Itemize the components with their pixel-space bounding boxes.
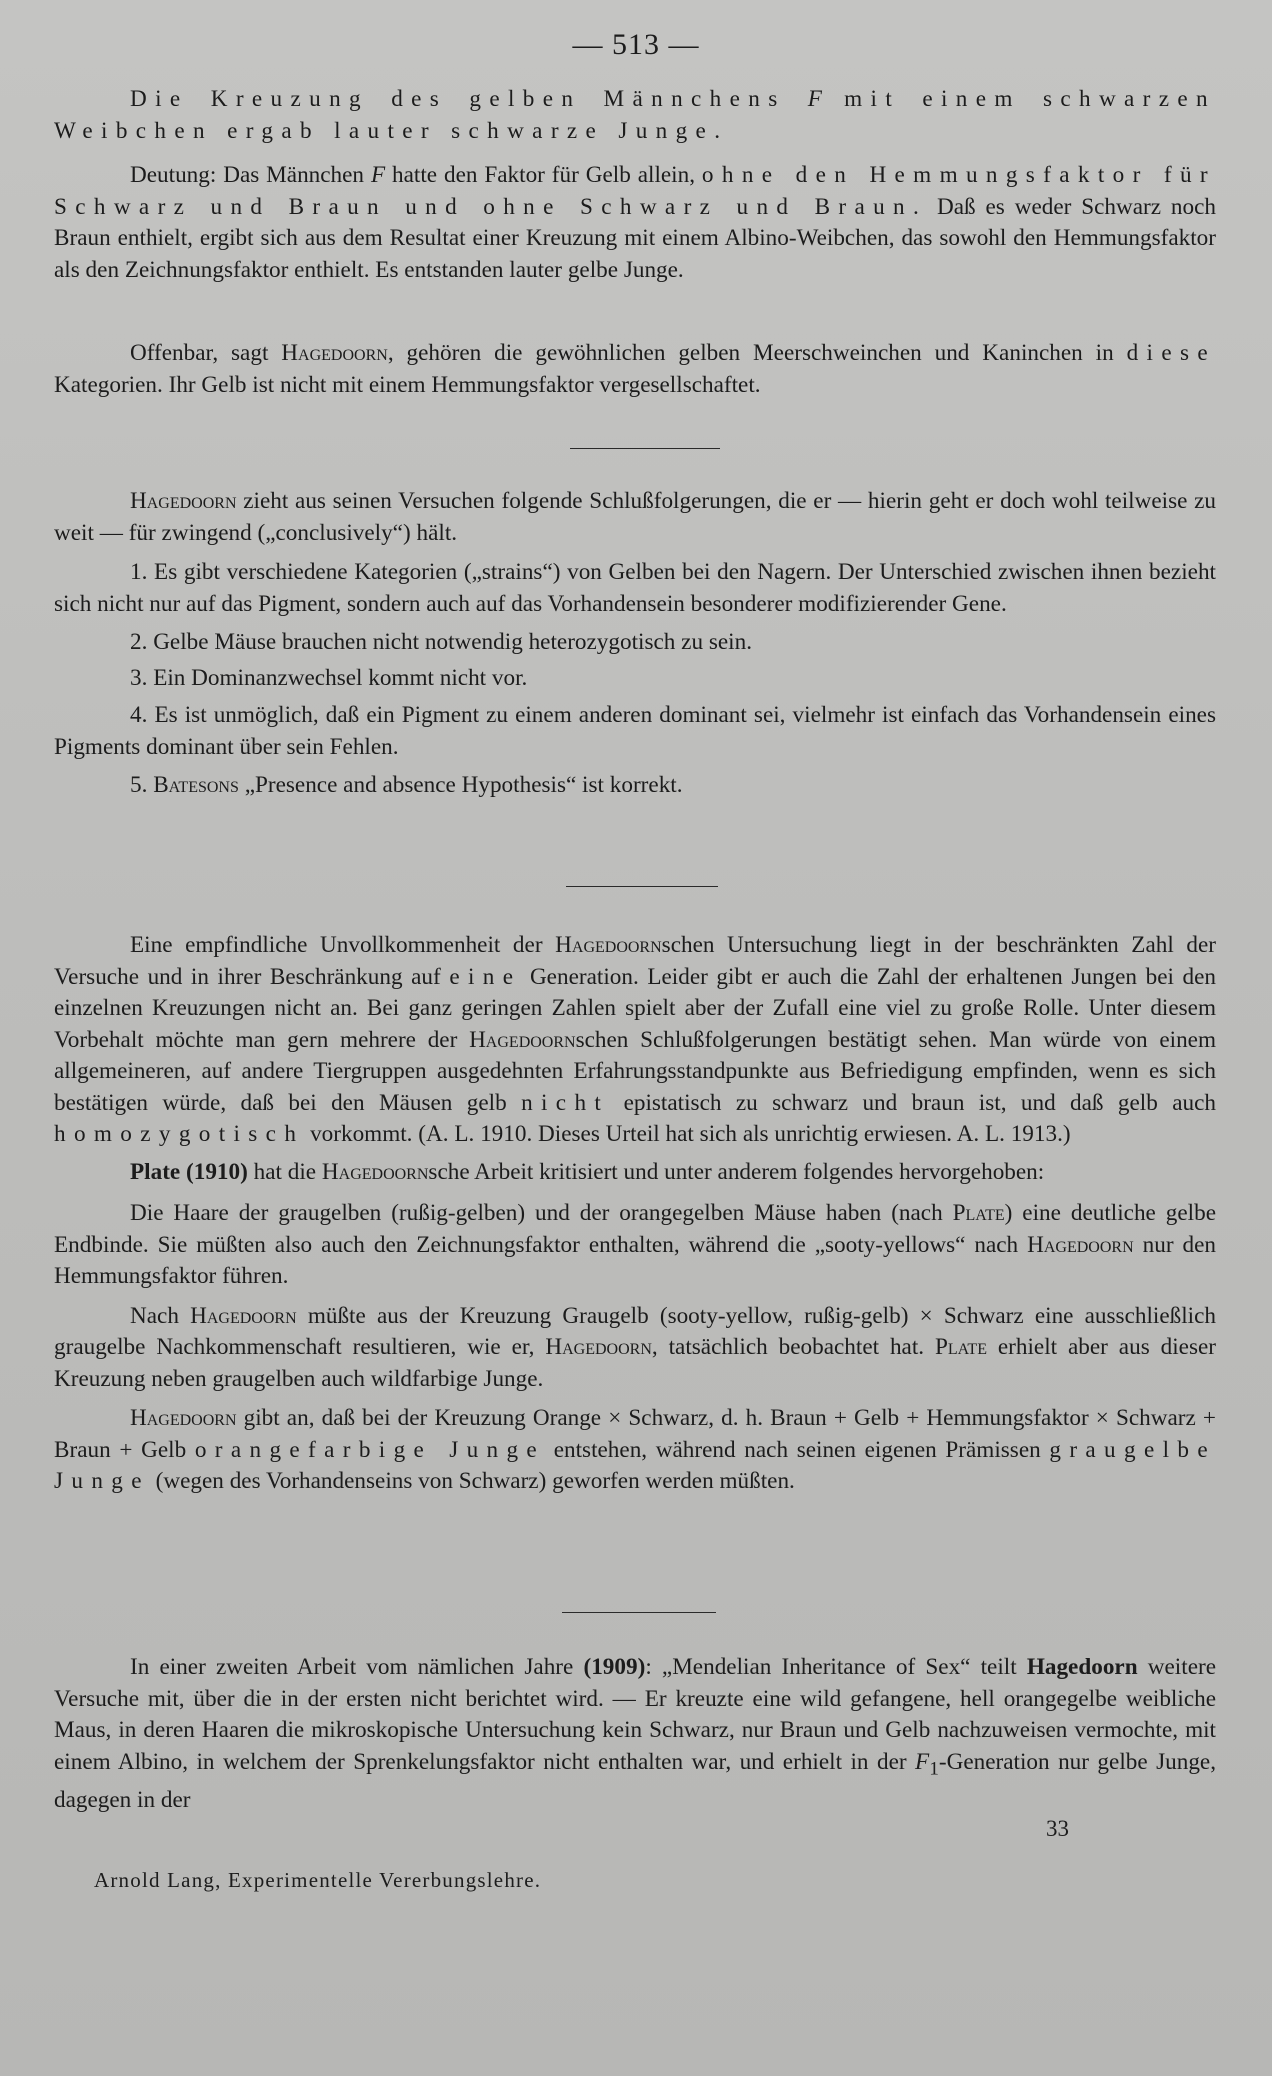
conclusion-item-5	[54, 770, 1216, 802]
text-span: -Generation nur gelbe Junge, dagegen in der	[54, 1748, 1216, 1813]
citation-year: (1909)	[583, 1654, 646, 1680]
author-name: Hagedoorn	[469, 1026, 576, 1053]
text-span: hatte den Faktor für Gelb allein,	[385, 162, 702, 188]
text-span: hat die	[247, 1158, 322, 1185]
section-divider	[566, 886, 718, 887]
paragraph-second-work	[54, 1652, 1216, 1816]
conclusion-item-4: 4. Es ist unmöglich, daß ein Pigment zu einem anderen dominant sei, vielmehr ist einfach das Vorhandensein eines Pigments dominant über sein Fehlen.	[54, 702, 1216, 760]
spaced-text: eine	[449, 963, 522, 990]
author-name: Hagedoorn	[1027, 1231, 1134, 1258]
text-span: entstehen, während nach seinen eigenen Prämissen	[545, 1436, 1050, 1463]
text-span: Eine empfindliche Unvollkommenheit der	[130, 932, 556, 958]
spaced-text: homozygotisch	[54, 1121, 305, 1147]
symbol-f: F	[807, 86, 822, 112]
text-span: , gehören die gewöhnlichen gelben Meerschweinchen und Kaninchen in	[387, 340, 1127, 366]
text-span: Die Kreuzung des gelben Männchens	[130, 86, 808, 112]
text-span: gibt an, daß bei der Kreuzung Orange × Schwarz, d. h. Braun + Gelb + Hemmungsfaktor × Schwarz + Braun + Gelb	[54, 1405, 1216, 1463]
subscript: 1	[929, 1758, 939, 1780]
text-span: sche Arbeit kritisiert und unter anderem folgendes hervorgehoben:	[428, 1158, 1045, 1185]
text-span: zieht aus seinen Versuchen folgende Schlußfolgerungen, die er — hierin geht er doch wohl teilweise zu weit — für zwingend („conclusively“) hält.	[54, 488, 1216, 546]
paragraph-graugelb-cross	[54, 1301, 1216, 1396]
paragraph-hair-bands	[54, 1198, 1216, 1293]
section-divider	[562, 1612, 716, 1613]
signature-mark: 33	[1046, 1816, 1069, 1841]
author-name: Plate	[952, 1200, 1005, 1226]
author-name: Hagedoorn	[545, 1334, 652, 1360]
author-name: Hagedoorn	[190, 1302, 297, 1329]
paragraph-interpretation	[54, 160, 1216, 286]
text-span: schen Schlußfolgerungen bestätigt sehen. Man würde von einem allgemeineren, auf andere Tiergruppen ausgedehnten Erfahrungsstandpunkte aus Befriedigung empfinden, wenn es sich bestätigen würde, daß bei den Mäusen gelb	[54, 1026, 1217, 1116]
text-span: Die Haare der graugelben (rußig-gelben) und der orangegelben Mäuse haben (nach	[130, 1200, 953, 1226]
text-span: mit einem schwarzen Weibchen ergab lauter schwarze Junge.	[54, 86, 1216, 144]
text-span: : „Mendelian Inheritance of Sex“ teilt	[645, 1654, 1027, 1680]
author-name: Batesons	[153, 772, 239, 798]
text-span: , tatsächlich beobachtet hat.	[651, 1334, 935, 1360]
section-divider	[570, 448, 720, 449]
symbol-f: F	[370, 162, 386, 188]
spaced-text: orangefarbige Junge	[194, 1436, 546, 1463]
text-span: 5.	[130, 772, 154, 798]
spaced-text: ohne den Hemmungsfaktor für Schwarz und Braun und ohne Schwarz und Braun.	[54, 162, 1216, 220]
text-span: (wegen des Vorhandenseins von Schwarz) geworfen werden müßten.	[149, 1468, 795, 1494]
spaced-text: diese	[1126, 340, 1216, 366]
paragraph-conclusions	[54, 486, 1216, 802]
conclusion-item-2: 2. Gelbe Mäuse brauchen nicht notwendig heterozygotisch zu sein.	[130, 629, 753, 655]
text-span: weitere Versuche mit, über die in der ersten nicht berichtet wird. — Er kreuzte eine wild gefangene, hell orangegelbe weibliche Maus, in deren Haaren die mikroskopische Untersuchung kein Schwarz, nur Braun und Gelb nachzuweisen vermochte, mit einem Albino, in welchem der Sprenkelungsfaktor nicht enthalten war, und erhielt in der	[54, 1654, 1216, 1775]
text-span: In einer zweiten Arbeit vom nämlichen Jahre	[130, 1654, 584, 1680]
footer-signature: Arnold Lang, Experimentelle Vererbungslehre.	[94, 1868, 542, 1892]
paragraph-crossing-result	[54, 84, 1216, 147]
author-name: Hagedoorn	[281, 340, 388, 366]
author-name: Hagedoorn	[1026, 1654, 1138, 1680]
paragraph-orange-cross	[54, 1403, 1216, 1498]
symbol-f: F	[915, 1748, 930, 1775]
text-span: Generation. Leider gibt er auch die Zahl der erhaltenen Jungen bei den einzelnen Kreuzungen nicht an. Bei ganz geringen Zahlen spielt aber der Zufall eine viel zu große Rolle. Unter diesem Vorbehalt möchte man gern mehrere der	[54, 963, 1216, 1053]
text-span: nur den Hemmungsfaktor führen.	[54, 1231, 1216, 1289]
paragraph-categories	[54, 338, 1216, 401]
text-span: „Presence and absence Hypothesis“ ist korrekt.	[238, 772, 683, 798]
author-name: Hagedoorn	[130, 488, 237, 514]
text-span: Offenbar, sagt	[130, 340, 282, 366]
spaced-text: nicht	[521, 1089, 610, 1116]
text-span: Deutung: Das Männchen	[130, 162, 371, 188]
author-name: Hagedoorn	[130, 1405, 237, 1431]
paragraph-plate	[54, 1157, 1216, 1189]
citation: Plate (1910)	[130, 1158, 248, 1185]
text-span: erhielt aber aus dieser Kreuzung neben graugelben auch wildfarbige Junge.	[54, 1334, 1216, 1392]
text-span: vorkommt. (A. L. 1910. Dieses Urteil hat sich als unrichtig erwiesen. A. L. 1913.)	[304, 1121, 1071, 1147]
text-span: schen Untersuchung liegt in der beschränkten Zahl der Versuche und in ihrer Beschränkung auf	[54, 932, 1216, 990]
author-name: Hagedoorn	[555, 932, 662, 958]
text-span: Kategorien. Ihr Gelb ist nicht mit einem Hemmungsfaktor vergesellschaftet.	[54, 371, 761, 398]
author-name: Plate	[934, 1334, 987, 1360]
text-span: ) eine deutliche gelbe Endbinde. Sie müßten also auch den Zeichnungsfaktor enthalten, während die „sooty-yellows“ nach	[54, 1200, 1216, 1258]
spaced-text: graugelbe Junge	[54, 1436, 1216, 1494]
text-span: epistatisch zu schwarz und braun ist, und daß gelb auch	[609, 1089, 1216, 1116]
paragraph-critique	[54, 930, 1216, 1498]
page-number: — 513 —	[572, 28, 700, 61]
text-span: Daß es weder Schwarz noch Braun enthielt, ergibt sich aus dem Resultat einer Kreuzung mit einem Albino-Weibchen, das sowohl den Hemmungsfaktor als den Zeichnungsfaktor enthielt. Es entstanden lauter gelbe Junge.	[54, 193, 1216, 283]
conclusion-item-3: 3. Ein Dominanzwechsel kommt nicht vor.	[130, 664, 528, 691]
author-name: Hagedoorn	[321, 1158, 429, 1185]
text-span: müßte aus der Kreuzung Graugelb (sooty-yellow, rußig-gelb) × Schwarz eine ausschließlich graugelbe Nachkommenschaft resultieren, wie er,	[54, 1302, 1216, 1360]
text-span: Nach	[130, 1302, 191, 1329]
conclusion-item-1: 1. Es gibt verschiedene Kategorien („strains“) von Gelben bei den Nagern. Der Unterschied zwischen ihnen bezieht sich nicht nur auf das Pigment, sondern auch auf das Vorhandensein besonderer modifizierender Gene.	[54, 559, 1216, 617]
